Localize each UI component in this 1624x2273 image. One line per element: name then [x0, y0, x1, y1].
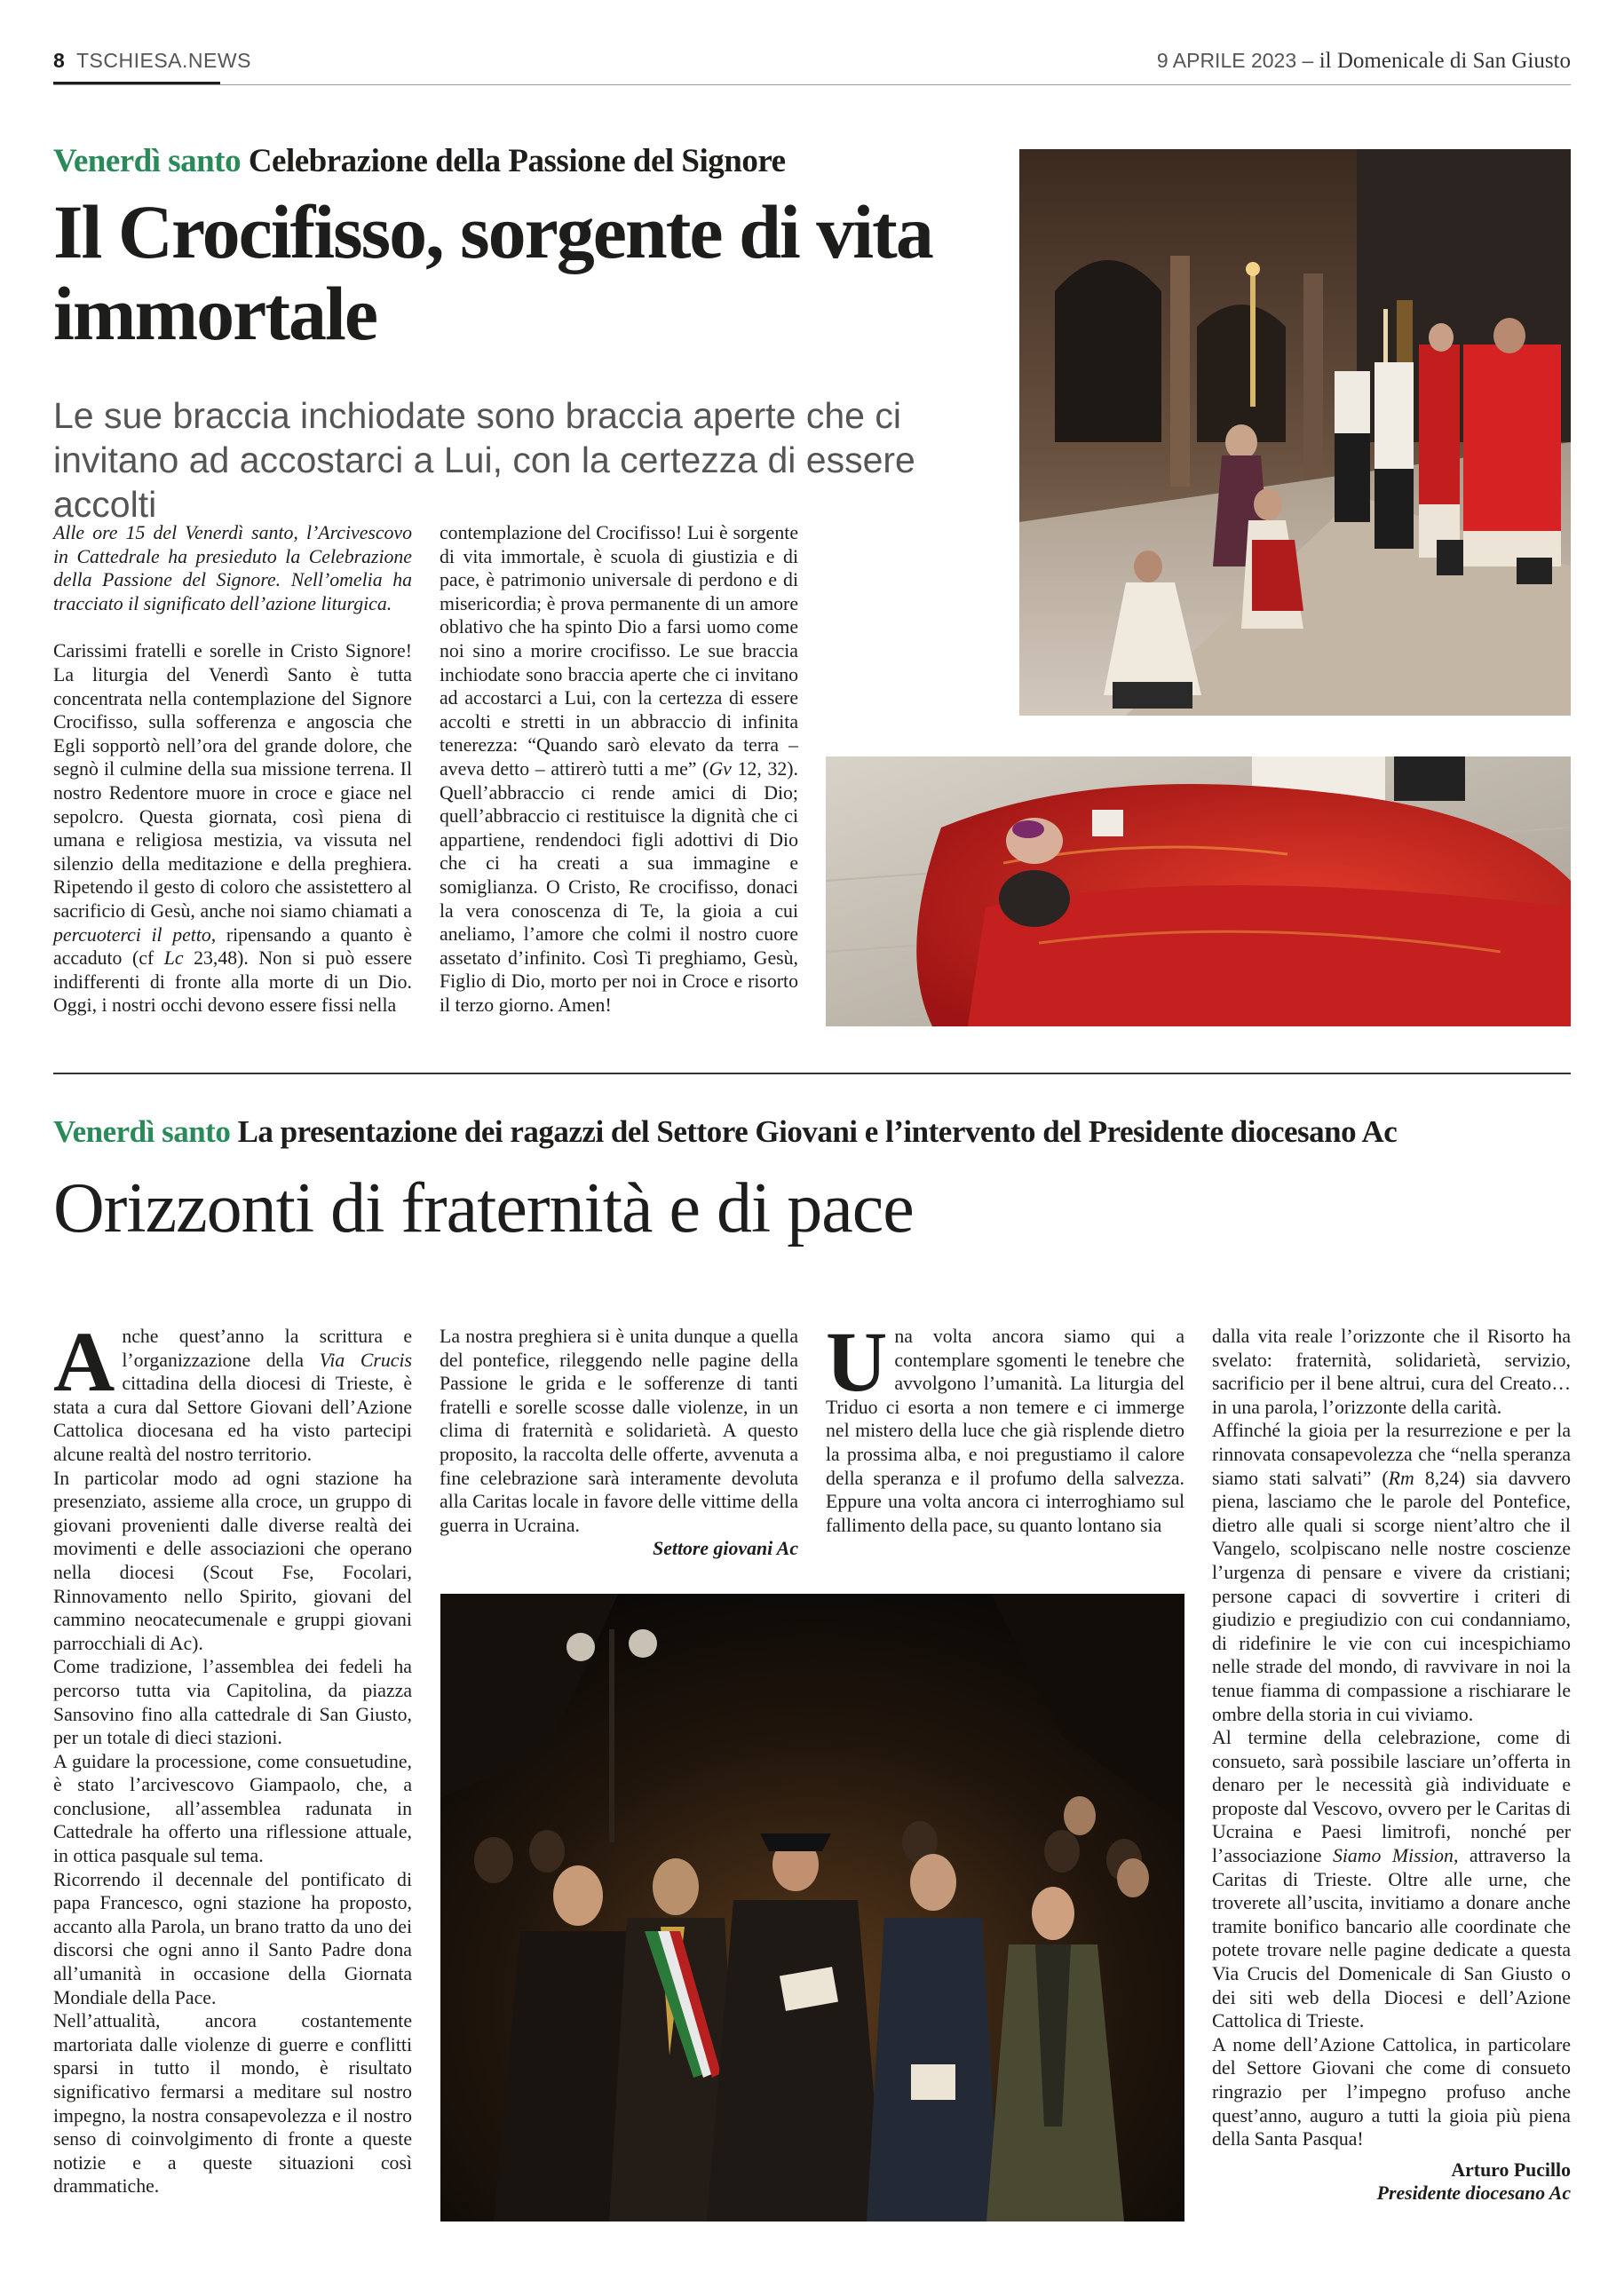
signature-name: Arturo Pucillo [1451, 2158, 1571, 2181]
section-divider [53, 1073, 1571, 1074]
text-run-italic: Gv [709, 757, 732, 780]
article2-paragraph [1212, 1419, 1571, 1726]
text-run: Carissimi fratelli e sorelle in Cristo Signore! La liturgia del Venerdì Santo è tutta concentrata nella contemplazione del Signore Crocifisso, sulla sofferenza e angoscia che Egli sopportò nell’ora del grande dolore, che segnò il culmine della sua missione terrena. Il nostro Redentore muore in croce e giace nel sepolcro. Questa giornata, così piena di umana e religiosa mestizia, va vissuta nel silenzio della meditazione e della preghiera. Ripetendo il gesto di coloro che assistettero al sacrificio di Gesù, anche noi siamo chiamati a [53, 640, 412, 922]
text-run: , attraverso la Caritas di Trieste. Oltre alle urne, che troverete all’uscita, invitiamo a donare anche tramite bonifico bancario alle coordinate che potete trovare nelle pagine dedicate a questa Via Crucis del Domenicale di San Giusto o dei siti web della Diocesi e dell’Azione Cattolica di Trieste. [1212, 1845, 1571, 2032]
article2-paragraph [1212, 1726, 1571, 2033]
text-run-italic: Lc [163, 947, 184, 970]
text-run: 23,48). Non si può essere indifferenti di fronte alla morte di un Dio. Oggi, i nostri occhi devono essere fissi nella [53, 947, 413, 1017]
article1-title: Il Crocifisso, sorgente di vita immortale [53, 189, 932, 356]
article2-column-2 [440, 1325, 798, 1561]
article1-kicker [53, 142, 786, 180]
text-run: contemplazione del Crocifisso! Lui è sorgente di vita immortale, è scuola di giustizia e di pace, è patrimonio universale di perdono e di misericordia; è prova permanente di un amore oblativo che ha spinto Dio a farsi uomo come noi sino a morire crocifisso. Le sue braccia inchiodate sono braccia aperte che ci invitano ad accostarci a Lui, con la certezza di essere accolti e stretti in un abbraccio di infinita tenerezza: “Quando sarò elevato da terra – aveva detto – attirerò tutti a me” ( [440, 522, 798, 780]
text-run: , ripensando a quanto è accaduto (cf [53, 923, 412, 970]
article1-paragraph [440, 521, 798, 1017]
issue-date: 9 APRILE 2023 – [1156, 49, 1314, 72]
text-run: 12, 32). Quell’abbraccio ci rende amici di Dio; quell’abbraccio ci restituisce la dignità che ci appartiene, rendendoci figli adottivi di Dio che ci ha creati a sua immagine e somiglianza. O Cristo, Re crocifisso, donaci la vera conoscenza di Te, la gioia a cui aneliamo, l’amore che colmi il nostro cuore assetato d’infinito. Così Ti preghiamo, Gesù, Figlio di Dio, morto per noi in Croce e risorto il terzo giorno. Amen! [440, 757, 799, 1016]
text-run: Affinché la gioia per la resurrezione e per la rinnovata consapevolezza che “nella speranza siamo stati salvati” ( [1212, 1420, 1571, 1489]
article2-paragraph: La nostra preghiera si è unita dunque a quella del pontefice, rileggendo nelle pagine della Passione le grida e le sofferenze di tanti fratelli e sorelle scosse dalle violenze, in un clima di fraternità e solidarietà. A questo proposito, la raccolta delle offerte, avvenuta a fine celebrazione sarà interamente devoluta alla Caritas locale in favore delle vittime della guerra in Ucraina. [440, 1326, 798, 1536]
article1-standfirst: Le sue braccia inchiodate sono braccia aperte che ci invitano ad accostarci a Lui, con la certezza di essere accolti [53, 395, 915, 525]
page-number: 8 [53, 49, 65, 72]
text-run-italic: Rm [1388, 1467, 1414, 1489]
article1-column-1 [53, 521, 412, 1018]
article1-kicker-section: Venerdì santo [53, 143, 242, 179]
article2-paragraph: Nell’attualità, ancora costantemente martoriata dalle violenze di guerre e conflitti sparsi in tutto il mondo, è risultato significativo fermarsi a meditare sul nostro impegno, la nostra consapevolezza e il nostro senso di coinvolgimento di fronte a queste notizie e a queste situazioni così drammatiche. [53, 2010, 412, 2198]
article2-paragraph [53, 1314, 413, 1467]
article2-kicker [53, 1114, 1397, 1150]
text-run: 8,24) sia davvero piena, lasciamo che le parole del Pontefice, dietro alle quali si scorge nient’altro che il Vangelo, scolpiscano nelle nostre coscienze l’urgenza di pensare e vivere da cristiani; persone capaci di sovvertire i criteri di giudizio e pregiudizio con cui condanniamo, di ridefinire le vie con cui incespichiamo nelle strade del mondo, di ravvivare in noi la tenue fiamma di compassione a rischiarare le ombre della storia in cui viviamo. [1212, 1467, 1572, 1725]
article2-column-3 [826, 1314, 1184, 1537]
article1-kicker-topic: Celebrazione della Passione del Signore [248, 143, 786, 179]
article2-paragraph: A nome dell’Azione Cattolica, in particolare del Settore Giovani che come di consueto ringrazio per l’impegno profuso anche quest’anno, auguro a tutti la gioia più piena della Santa Pasqua! [1212, 2033, 1571, 2150]
article2-title: Orizzonti di fraternità e di pace [53, 1169, 914, 1247]
text-run-italic: Via Crucis [319, 1349, 413, 1371]
article2-paragraph: dalla vita reale l’orizzonte che il Risorto ha svelato: fraternità, solidarietà, servizio, sacrificio per il bene altrui, cura del Creato… in una parola, l’orizzonte della carità. [1212, 1326, 1571, 1418]
article2-paragraph [826, 1314, 1184, 1537]
text-run-italic: Siamo Mission [1332, 1845, 1454, 1867]
article2-paragraph: A guidare la processione, come consuetudine, è stato l’arcivescovo Giampaolo, che, a conclusione, all’assemblea radunata in Cattedrale ha offerto una riflessione attuale, in ottica pasquale sul tema. [53, 1750, 412, 1867]
article2-paragraph: Come tradizione, l’assemblea dei fedeli ha percorso tutta via Capitolina, da piazza Sansovino fino alla cattedrale di San Giusto, per un totale di dieci stazioni. [53, 1656, 412, 1749]
photo-prostration [826, 756, 1571, 1026]
text-run: Al termine della celebrazione, come di consueto, sarà possibile lasciare un’offerta in denaro per le necessità già individuate e proposte dal Vescovo, ovvero per le Caritas di Ucraina e Paesi limitrofi, nonché per l’associazione [1212, 1727, 1571, 1867]
header-rule [53, 84, 1571, 85]
article2-signature-youth: Settore giovani Ac [653, 1538, 798, 1560]
site-name: TSCHIESA.NEWS [76, 49, 251, 72]
article2-paragraph: In particolar modo ad ogni stazione ha presenziato, assieme alla croce, un gruppo di giovani provenienti dalle diverse realtà dei movimenti e delle associazioni che operano nella diocesi (Scout Fse, Focolari, Rinnovamento nello Spirito, giovani del cammino neocatecumenale e gruppi giovani parrocchiali di Ac). [53, 1467, 412, 1654]
article2-column-4 [1212, 1325, 1571, 2206]
article2-kicker-topic: La presentazione dei ragazzi del Settore Giovani e l’intervento del Presidente diocesano Ac [237, 1114, 1398, 1149]
article1-intro: Alle ore 15 del Venerdì santo, l’Arcivescovo in Cattedrale ha presieduto la Celebrazione della Passione del Signore. Nell’omelia ha tracciato il significato dell’azione liturgica. [53, 522, 412, 614]
photo-night-procession [440, 1594, 1184, 2222]
article2-paragraph: Ricorrendo il decennale del pontificato di papa Francesco, ogni stazione ha proposto, accanto alla Parola, un brano tratto da uno dei discorsi che ogni anno il Santo Padre dona all’umanità in occasione della Giornata Mondiale della Pace. [53, 1868, 412, 2008]
signature-role: Presidente diocesano Ac [1376, 2182, 1571, 2205]
paper-name: il Domenicale di San Giusto [1319, 49, 1571, 73]
article2-column-1 [53, 1314, 413, 2198]
text-run: na volta ancora siamo qui a contemplare sgomenti le tenebre che avvolgono l’umanità. La liturgia del Triduo ci esorta a non temere e ci immerge nel mistero della luce che già risplende dietro la prossima alba, e noi pregustiamo il calore della speranza e il profumo della salvezza. Eppure una volta ancora ci interroghiamo sul fallimento della pace, su quanto lontano sia [826, 1326, 1184, 1536]
article2-kicker-section: Venerdì santo [53, 1114, 231, 1149]
photo-prostration-illustration [826, 756, 1571, 1026]
text-run-italic: percuoterci il petto [53, 923, 211, 946]
drop-cap: U [826, 1314, 888, 1409]
text-run: cittadina della diocesi di Trieste, è stata a cura dal Settore Giovani dell’Azione Cattolica diocesana ed ha visto partecipi alcune realtà del nostro territorio. [53, 1373, 412, 1465]
article1-column-2 [440, 521, 798, 1017]
issue-info [1157, 49, 1571, 74]
photo-procession-illustration [440, 1594, 1184, 2222]
drop-cap: A [53, 1314, 115, 1409]
text-run: nche quest’anno la scrittura e l’organizzazione della [122, 1326, 412, 1371]
article1-paragraph [53, 639, 412, 1018]
photo-cathedral-illustration [1019, 149, 1571, 716]
photo-cathedral-kneeling [1019, 149, 1571, 716]
